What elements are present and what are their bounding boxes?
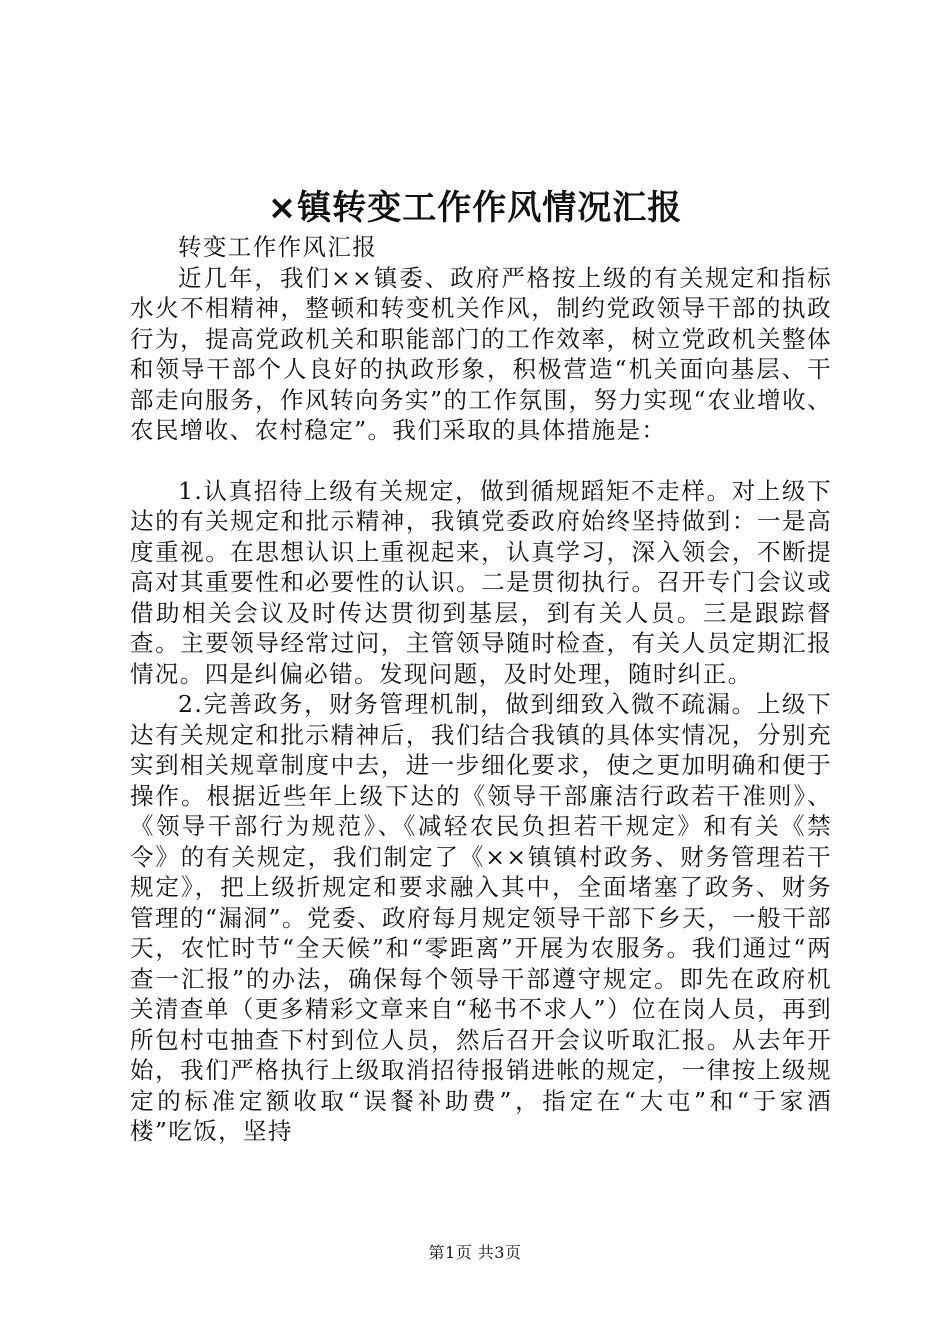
- document-subtitle: 转变工作作风汇报: [178, 233, 378, 261]
- page-footer: 第1页 共3页: [428, 1243, 522, 1262]
- document-title: ×镇转变工作作风情况汇报: [267, 188, 683, 228]
- paragraph-item-2: 2.完善政务，财务管理机制，做到细致入微不疏漏。上级下达有关规定和批示精神后，我们结合我镇的具体实情况，分别充实到相关规章制度中去，进一步细化要求，使之更加明确和便于操作。根据近些年上级下达的《领导干部廉洁行政若干准则》、《领导干部行为规范》、《减轻农民负担若干规定》和有关《禁令》的有关规定，我们制定了《××镇镇村政务、财务管理若干规定》，把上级折规定和要求融入其中，全面堵塞了政务、财务管理的“漏洞”。党委、政府每月规定领导干部下乡天，一般干部天，农忙时节“全天候”和“零距离”开展为农服务。我们通过“两查一汇报”的办法，确保每个领导干部遵守规定。即先在政府机关清查单（更多精彩文章来自“秘书不求人”）位在岗人员，再到所包村屯抽查下村到位人员，然后召开会议听取汇报。从去年开始，我们严格执行上级取消招待报销进帐的规定，一律按上级规定的标准定额收取“误餐补助费”，指定在“大屯”和“于家酒楼”吃饭，坚持: [130, 690, 832, 1145]
- paragraph-intro: 近几年，我们××镇委、政府严格按上级的有关规定和指标水火不相精神，整顿和转变机关作风，制约党政领导干部的执政行为，提高党政机关和职能部门的工作效率，树立党政机关整体和领导干部个人良好的执政形象，积极营造“机关面向基层、干部走向服务，作风转向务实”的工作氛围，努力实现“农业增收、农民增收、农村稳定”。我们采取的具体措施是：: [130, 263, 832, 444]
- document-body: [130, 232, 832, 1147]
- paragraph-item-1: 1.认真招待上级有关规定，做到循规蹈矩不走样。对上级下达的有关规定和批示精神，我镇党委政府始终坚持做到：一是高度重视。在思想认识上重视起来，认真学习，深入领会，不断提高对其重要性和必要性的认识。二是贯彻执行。召开专门会议或借助相关会议及时传达贯彻到基层，到有关人员。三是跟踪督查。主要领导经常过问，主管领导随时检查，有关人员定期汇报情况。四是纠偏必错。发现问题，及时处理，随时纠正。: [130, 476, 832, 688]
- paragraph-spacer: [130, 446, 832, 476]
